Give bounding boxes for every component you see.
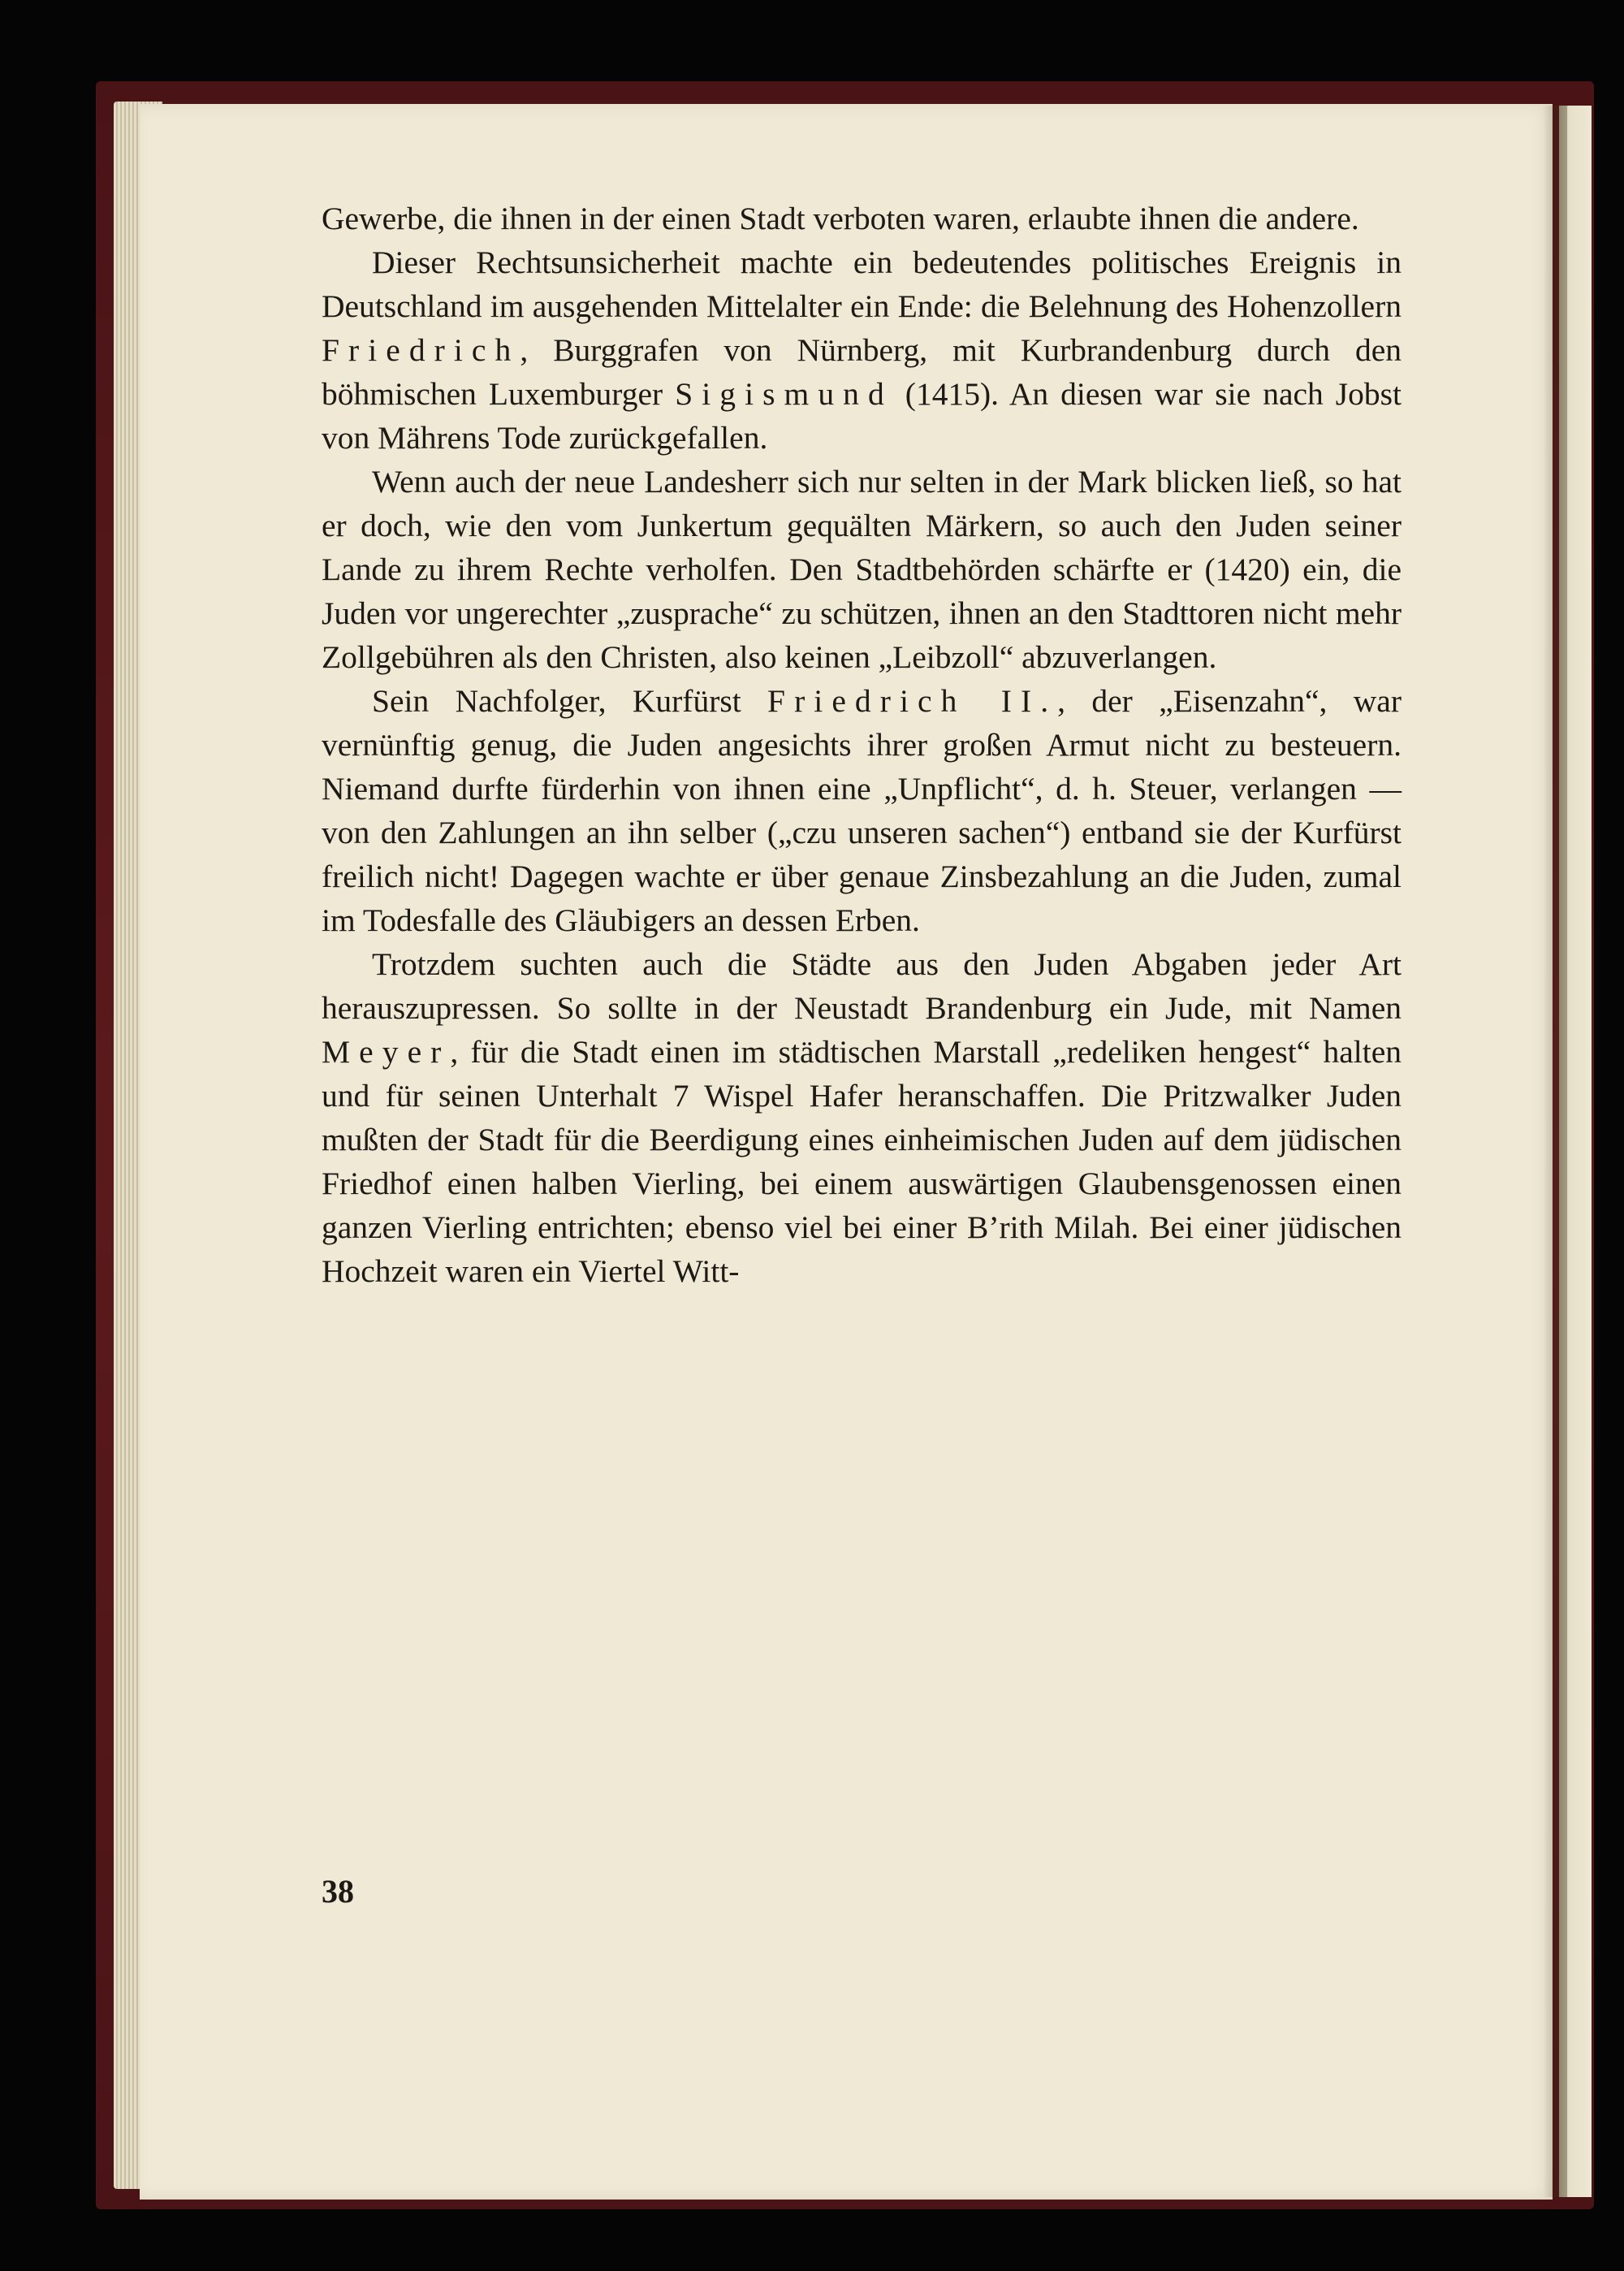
text-run: Dieser Rechtsunsicherheit machte ein bedeutendes politisches Ereignis in Deutschland im ausgehenden Mittelalter ein Ende: die Belehnung des Hohenzollern (322, 244, 1402, 324)
gutter-shadow (1543, 106, 1567, 2197)
text-run: , für die Stadt einen im städtischen Marstall „redeliken hengest“ halten und für seinen Unterhalt 7 Wispel Hafer heranschaffen. Die Pritzwalker Juden mußten der Stadt für die Beerdigung eines einheimischen Juden auf dem jüdischen Friedhof einen halben Vierling, bei einem auswärtigen Glaubensgenossen einen ganzen Vierling entrichten; ebenso viel bei einer B’rith Milah. Bei einer jüdischen Hochzeit waren ein Viertel Witt- (322, 1034, 1402, 1289)
text-run: Sein Nachfolger, Kurfürst (372, 683, 768, 719)
text-run: , Burggrafen von Nürnberg, mit Kurbrandenburg durch den böhmischen Luxemburger (322, 332, 1402, 412)
paragraph-2 (322, 240, 1402, 460)
paragraph-3 (322, 460, 1402, 679)
text-run: Gewerbe, die ihnen in der einen Stadt verboten waren, erlaubte ihnen die andere. (322, 201, 1359, 236)
text-run: Trotzdem suchten auch die Städte aus den Juden Abgaben jeder Art herauszupressen. So sollte in der Neustadt Brandenburg ein Jude, mit Namen (322, 946, 1402, 1026)
text-run: , der „Eisenzahn“, war vernünftig genug, die Juden angesichts ihrer großen Armut nicht zu besteuern. Niemand durfte fürderhin von ihnen eine „Unpflicht“, d. h. Steuer, verlangen — von den Zahlungen an ihn selber („czu unseren sachen“) entband sie der Kurfürst freilich nicht! Dagegen wachte er über genaue Zinsbezahlung an die Juden, zumal im Todesfalle des Gläubigers an dessen Erben. (322, 683, 1402, 938)
page-text (322, 197, 1402, 1293)
spaced-name: Sigismund (675, 376, 893, 412)
paragraph-4 (322, 679, 1402, 942)
spaced-name: Friedrich (322, 332, 520, 368)
spaced-name: Meyer (322, 1034, 451, 1070)
spaced-name: Friedrich II. (767, 683, 1058, 719)
paragraph-5 (322, 942, 1402, 1293)
text-run: Wenn auch der neue Landesherr sich nur selten in der Mark blicken ließ, so hat er doch, wie den vom Junkertum gequälten Märkern, so auch den Juden seiner Lande zu ihrem Rechte verholfen. Den Stadtbehörden schärfte er (1420) ein, die Juden vor ungerechter „zusprache“ zu schützen, ihnen an den Stadttoren nicht mehr Zollgebühren als den Christen, also keinen „Leibzoll“ abzuverlangen. (322, 464, 1402, 675)
page-number: 38 (322, 1873, 354, 1910)
paragraph-1 (322, 197, 1402, 240)
text-run: (1415). An diesen war sie nach Jobst von Mährens Tode zurückgefallen. (322, 376, 1402, 456)
